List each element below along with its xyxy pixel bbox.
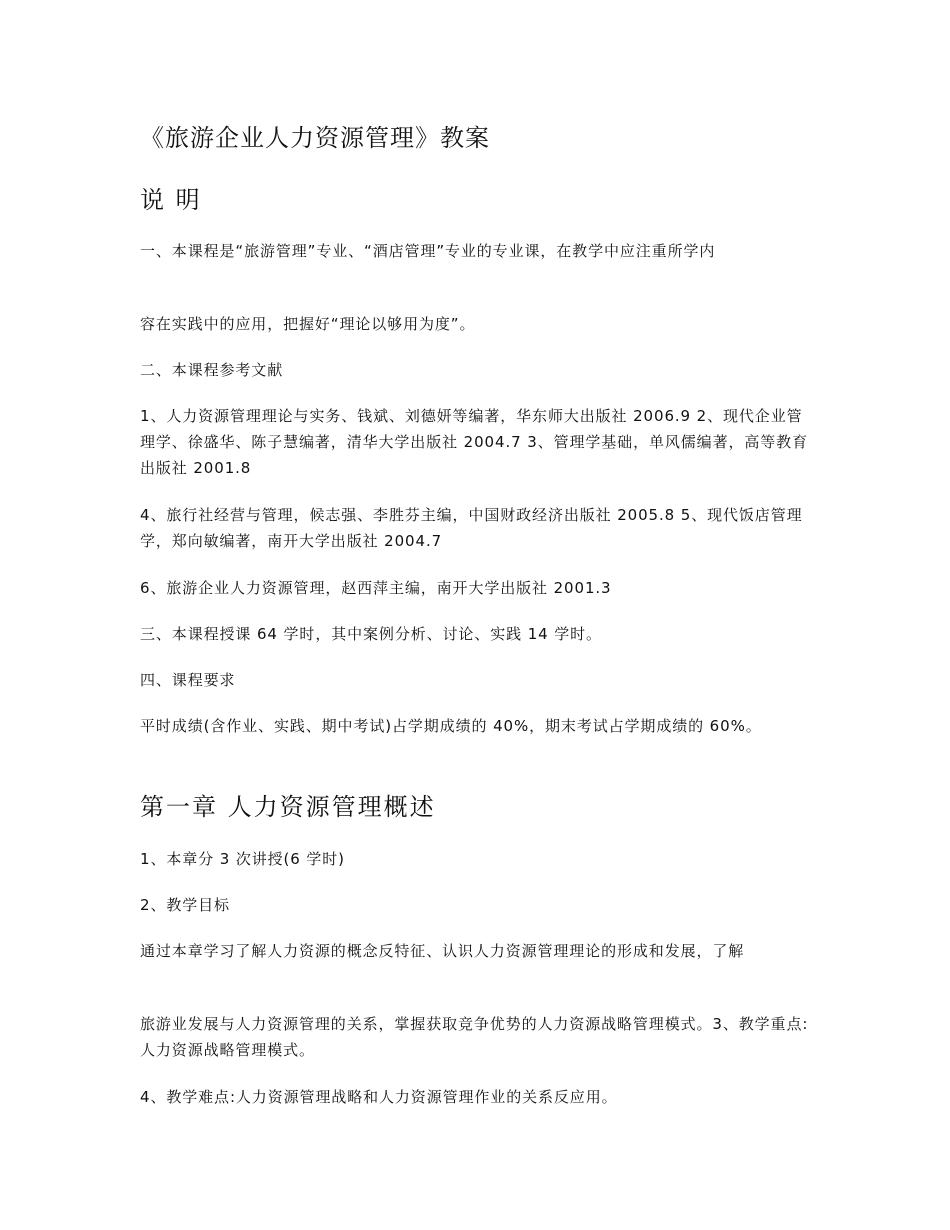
paragraph-references-4-5: 4、旅行社经营与管理，候志强、李胜芬主编，中国财政经济出版社 2005.8 5、现代饭店管理学，郑向敏编著，南开大学出版社 2004.7: [140, 506, 803, 550]
paragraph-grading: 平时成绩(含作业、实践、期中考试)占学期成绩的 40%，期末考试占学期成绩的 60%。: [140, 717, 762, 735]
paragraph-references-1-3: 1、人力资源管理理论与实务、钱斌、刘德妍等编著，华东师大出版社 2006.9 2、现代企业管理学、徐盛华、陈子慧编著，清华大学出版社 2004.7 3、管理学基础，单风儒编著，高等教育出版社 2001.8: [140, 407, 808, 477]
paragraph-references-6: 6、旅游企业人力资源管理，赵西萍主编，南开大学出版社 2001.3: [140, 579, 612, 597]
paragraph-teaching-goals-2: 旅游业发展与人力资源管理的关系，掌握获取竞争优势的人力资源战略管理模式。3、教学重点:人力资源战略管理模式。: [140, 1015, 809, 1059]
document-title: 《旅游企业人力资源管理》教案: [140, 124, 490, 152]
paragraph-class-hours: 三、本课程授课 64 学时，其中案例分析、讨论、实践 14 学时。: [140, 625, 602, 643]
paragraph-course-nature: 一、本课程是“旅游管理”专业、“酒店管理”专业的专业课，在教学中应注重所学内: [140, 242, 716, 260]
chapter-heading: 第一章 人力资源管理概述: [140, 793, 436, 821]
paragraph-teaching-goals-1: 通过本章学习了解人力资源的概念反特征、认识人力资源管理理论的形成和发展，了解: [140, 942, 745, 960]
paragraph-teaching-difficulty: 4、教学难点:人力资源管理战略和人力资源管理作业的关系反应用。: [140, 1088, 618, 1106]
paragraph-chapter-lectures: 1、本章分 3 次讲授(6 学时): [140, 850, 345, 868]
paragraph-course-application: 容在实践中的应用，把握好“理论以够用为度”。: [140, 315, 476, 333]
paragraph-references-heading: 二、本课程参考文献: [140, 361, 284, 379]
section-heading-explanation: 说 明: [140, 186, 202, 214]
paragraph-teaching-goals-heading: 2、教学目标: [140, 896, 230, 914]
paragraph-requirements-heading: 四、课程要求: [140, 671, 236, 689]
